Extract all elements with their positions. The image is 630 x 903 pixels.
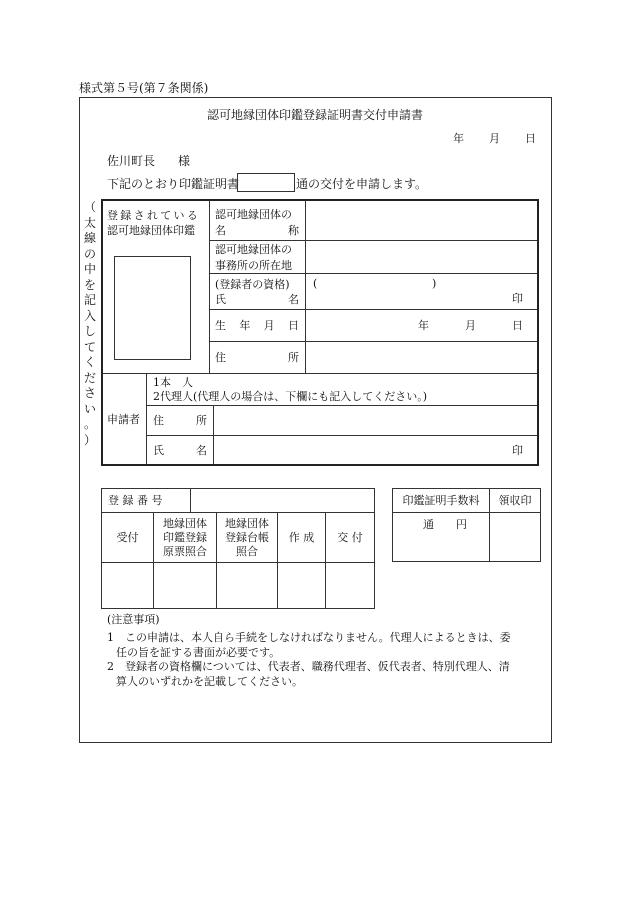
note-item-2: 2 登録者の資格欄については、代表者、職務代理者、仮代表者、特別代理人、清 算人のいずれかを記載してください。 bbox=[107, 660, 510, 688]
date-month-label: 月 bbox=[489, 132, 500, 145]
receipt-stamp-cell[interactable] bbox=[490, 513, 541, 562]
birth-date-label: 生 年 月 日 bbox=[215, 319, 299, 332]
reg-number-label-cell: 登 録 番 号 bbox=[102, 489, 191, 513]
reg-number-input[interactable] bbox=[191, 489, 375, 513]
header-seal-register-check: 地縁団体 印鑑登録 原票照合 bbox=[154, 513, 217, 563]
date-day-label: 日 bbox=[525, 132, 536, 145]
header-uketsuke: 受付 bbox=[102, 513, 154, 563]
office-address-input[interactable] bbox=[306, 241, 537, 273]
side-note-vertical: （ 太 線 の 中 を 記 入 し て く だ さ い 。 ） bbox=[83, 200, 96, 447]
applicant-address-input[interactable] bbox=[214, 406, 537, 435]
applicant-seal-mark: 印 bbox=[512, 444, 523, 457]
sakusei-cell[interactable] bbox=[278, 563, 326, 609]
applicant-name-label: 氏 名 bbox=[153, 444, 207, 457]
notes-heading: (注意事項) bbox=[107, 613, 160, 626]
fee-table bbox=[392, 488, 541, 562]
fee-label-cell: 印鑑証明手数料 bbox=[393, 489, 490, 513]
applicant-option-agent[interactable]: 2代理人(代理人の場合は、下欄にも記入してください。) bbox=[153, 390, 428, 403]
office-address-label: 認可地縁団体の 事務所の所在地 bbox=[215, 243, 292, 272]
birth-year-label: 年 bbox=[418, 319, 429, 332]
office-use-table bbox=[101, 488, 375, 513]
header-koufu: 交 付 bbox=[326, 513, 375, 563]
registrant-address-label: 住 所 bbox=[215, 351, 299, 364]
applicant-name-input[interactable] bbox=[214, 436, 494, 464]
qualification-paren-close: ) bbox=[432, 277, 437, 290]
receipt-label-cell: 領収印 bbox=[490, 489, 541, 513]
qualification-paren-open: ( bbox=[313, 277, 318, 290]
registered-seal-label: 登録されている 認可地縁団体印鑑 bbox=[107, 209, 201, 237]
header-sakusei: 作 成 bbox=[278, 513, 326, 563]
seal-impression-box[interactable] bbox=[114, 256, 191, 360]
applicant-option-self[interactable]: 1本 人 bbox=[153, 376, 193, 389]
copies-input[interactable] bbox=[237, 173, 295, 192]
registrant-address-input[interactable] bbox=[306, 342, 537, 373]
birth-month-label: 月 bbox=[465, 319, 476, 332]
form-title: 認可地縁団体印鑑登録証明書交付申請書 bbox=[206, 108, 423, 122]
uketsuke-cell[interactable] bbox=[102, 563, 154, 609]
registrant-seal-mark: 印 bbox=[512, 292, 523, 305]
header-ledger-check: 地縁団体 登録台帳 照合 bbox=[217, 513, 278, 563]
birth-day-label: 日 bbox=[512, 319, 523, 332]
fee-input-cell[interactable]: 通 円 bbox=[393, 513, 490, 562]
divider bbox=[146, 374, 147, 465]
addressee-honorific: 様 bbox=[178, 154, 191, 168]
koufu-cell[interactable] bbox=[326, 563, 375, 609]
date-year-label: 年 bbox=[453, 132, 464, 145]
divider bbox=[209, 201, 210, 374]
request-text-suffix: 通の交付を申請します。 bbox=[296, 177, 428, 191]
applicant-address-label: 住 所 bbox=[153, 414, 207, 427]
note-item-1: 1 この申請は、本人自ら手続をしなければなりません。代理人によるときは、委 任の旨を証する書面が必要です。 bbox=[107, 631, 511, 659]
org-name-label: 認可地縁団体の 名 称 bbox=[215, 208, 299, 237]
applicant-label: 申請者 bbox=[107, 413, 140, 426]
org-name-input[interactable] bbox=[306, 201, 537, 240]
office-use-process-table bbox=[101, 512, 375, 609]
divider bbox=[103, 373, 537, 374]
ledger-check-cell[interactable] bbox=[217, 563, 278, 609]
seal-register-check-cell[interactable] bbox=[154, 563, 217, 609]
request-text-prefix: 下記のとおり印鑑証明書 bbox=[107, 177, 240, 191]
divider bbox=[209, 309, 537, 310]
addressee-name: 佐川町長 bbox=[107, 154, 156, 168]
registrant-name-label: (登録者の資格) 氏 名 bbox=[215, 278, 299, 306]
form-number: 様式第５号(第７条関係) bbox=[79, 81, 209, 95]
